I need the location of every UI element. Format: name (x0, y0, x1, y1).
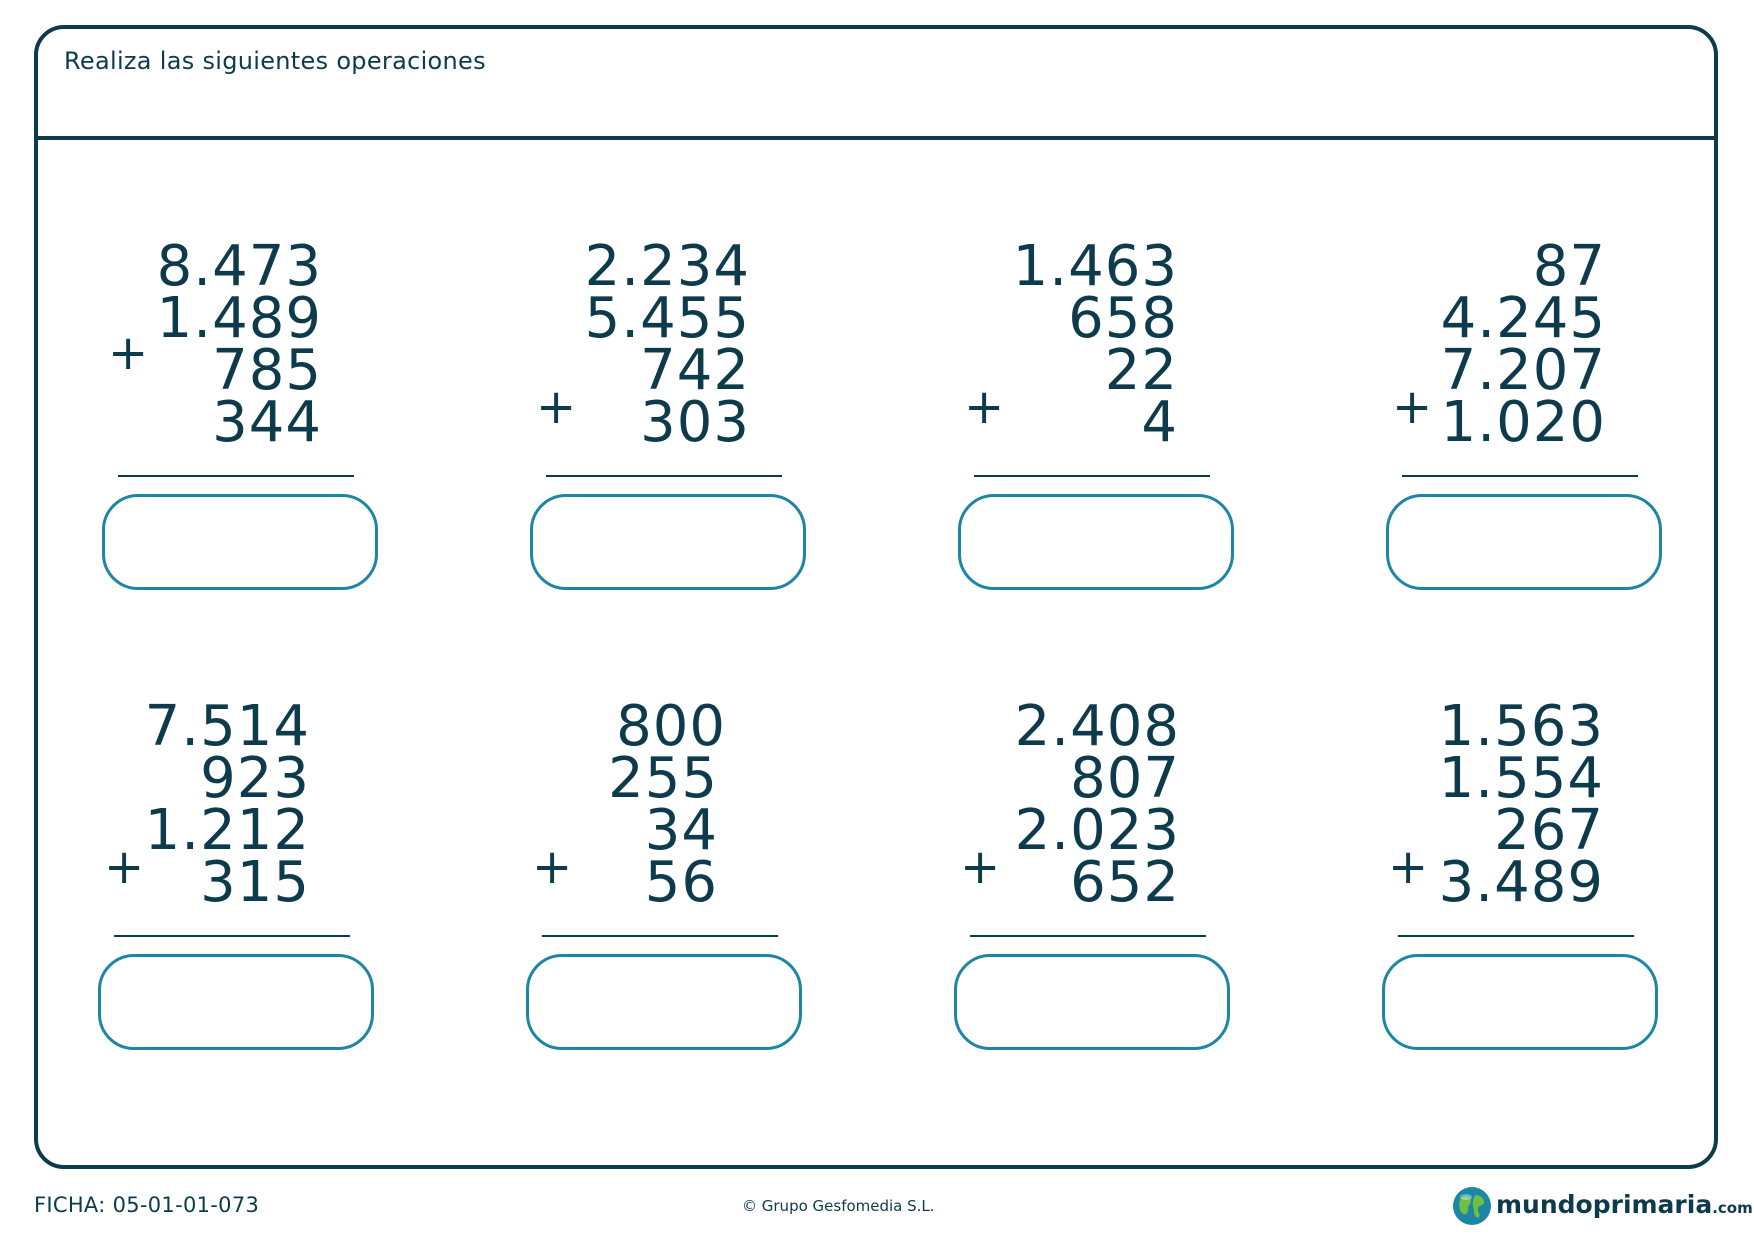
plus-sign: + (536, 379, 577, 435)
sum-line (974, 475, 1210, 477)
addition-problem-6 (526, 694, 816, 1078)
copyright-notice: © Grupo Gesfomedia S.L. (742, 1197, 935, 1215)
addend-1: 1.563 (1438, 694, 1604, 759)
plus-sign: + (108, 325, 149, 381)
addend-2: 658 (1068, 286, 1178, 351)
sum-line (1398, 935, 1634, 937)
addition-problem-5 (98, 694, 388, 1078)
worksheet-code: FICHA: 05-01-01-073 (34, 1193, 260, 1217)
addend-3: 22 (1104, 338, 1178, 403)
sum-line (542, 935, 778, 937)
brand-name: mundoprimaria (1496, 1190, 1713, 1219)
addend-1: 7.514 (144, 694, 310, 759)
answer-box[interactable] (98, 954, 374, 1050)
addition-problem-8 (1382, 694, 1672, 1078)
plus-sign: + (1392, 379, 1433, 435)
addend-4: 1.020 (1440, 390, 1606, 455)
answer-box[interactable] (1382, 954, 1658, 1050)
addend-2: 1.489 (156, 286, 322, 351)
answer-box[interactable] (102, 494, 378, 590)
addend-4: 315 (200, 850, 310, 915)
addend-2: 807 (1070, 746, 1180, 811)
addend-4: 56 (644, 850, 718, 915)
sum-line (1402, 475, 1638, 477)
globe-logo-icon (1452, 1186, 1492, 1226)
addend-4: 652 (1070, 850, 1180, 915)
addend-1: 800 (616, 694, 726, 759)
sum-line (114, 935, 350, 937)
addend-1: 2.234 (584, 234, 750, 299)
sum-line (970, 935, 1206, 937)
answer-box[interactable] (954, 954, 1230, 1050)
addition-problem-1 (102, 234, 392, 618)
addend-3: 2.023 (1014, 798, 1180, 863)
addition-problem-2 (530, 234, 820, 618)
addend-2: 255 (608, 746, 718, 811)
instruction-header (38, 29, 1714, 140)
plus-sign: + (104, 839, 145, 895)
addend-3: 34 (644, 798, 718, 863)
addend-3: 7.207 (1440, 338, 1606, 403)
sum-line (546, 475, 782, 477)
answer-box[interactable] (530, 494, 806, 590)
addend-4: 4 (1141, 390, 1178, 455)
addend-3: 1.212 (144, 798, 310, 863)
addend-3: 267 (1494, 798, 1604, 863)
addend-2: 923 (200, 746, 310, 811)
addend-4: 303 (640, 390, 750, 455)
sum-line (118, 475, 354, 477)
brand-wordmark (1496, 1190, 1753, 1219)
addend-1: 1.463 (1012, 234, 1178, 299)
answer-box[interactable] (1386, 494, 1662, 590)
answer-box[interactable] (526, 954, 802, 1050)
addend-1: 2.408 (1014, 694, 1180, 759)
addition-problem-3 (958, 234, 1248, 618)
addend-4: 344 (212, 390, 322, 455)
addend-2: 4.245 (1440, 286, 1606, 351)
plus-sign: + (1388, 839, 1429, 895)
addend-1: 8.473 (156, 234, 322, 299)
instruction-text: Realiza las siguientes operaciones (64, 47, 486, 75)
addend-1: 87 (1532, 234, 1606, 299)
addend-3: 785 (212, 338, 322, 403)
addition-problem-4 (1386, 234, 1676, 618)
addend-2: 1.554 (1438, 746, 1604, 811)
plus-sign: + (964, 379, 1005, 435)
plus-sign: + (960, 839, 1001, 895)
addend-4: 3.489 (1438, 850, 1604, 915)
addend-2: 5.455 (584, 286, 750, 351)
plus-sign: + (532, 839, 573, 895)
brand-logo[interactable] (1452, 1186, 1753, 1230)
brand-suffix: .com (1712, 1199, 1753, 1217)
addend-3: 742 (640, 338, 750, 403)
addition-problem-7 (954, 694, 1244, 1078)
answer-box[interactable] (958, 494, 1234, 590)
